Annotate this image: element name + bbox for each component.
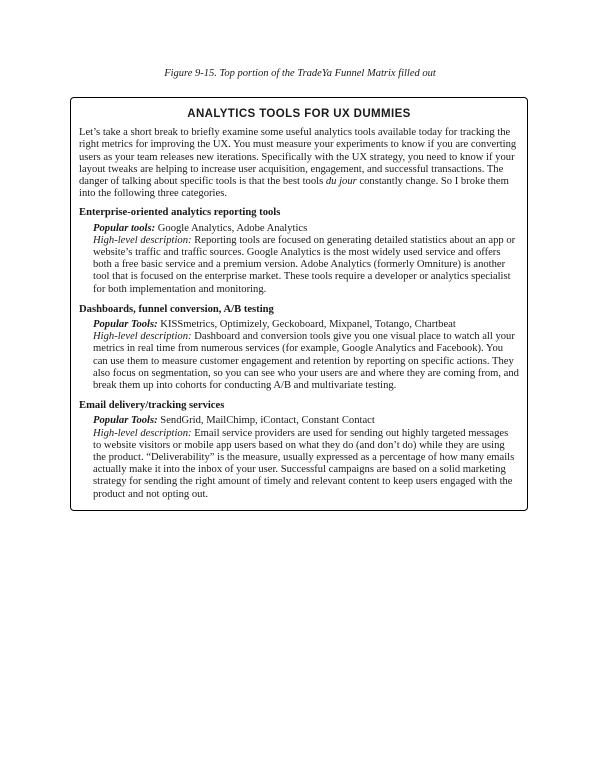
- tools-list: Google Analytics, Adobe Analytics: [155, 222, 308, 234]
- section-heading-dashboards: Dashboards, funnel conversion, A/B testing: [79, 303, 274, 315]
- section-dashboards: [79, 319, 519, 392]
- tools-list: KISSmetrics, Optimizely, Geckoboard, Mixpanel, Totango, Chartbeat: [157, 319, 456, 331]
- intro-italic-phrase: du jour: [325, 176, 357, 188]
- figure-caption: Figure 9-15. Top portion of the TradeYa Funnel Matrix filled out: [164, 68, 436, 79]
- section-email: [79, 415, 519, 500]
- description-text: Email service providers are used for sending out highly targeted messages to website visitors or mobile app users based on what they do (and don’t do) while they are using the product. “Deliverability” is the measure, usually expressed as a percentage of how many emails actually make it into the inbox of your user. Successful campaigns are based on a solid marketing strategy for sending the right amount of timely and relevant content to keep users engaged with the product and not opting out.: [93, 427, 515, 500]
- section-heading-email: Email delivery/tracking services: [79, 400, 225, 412]
- tools-label: Popular Tools:: [93, 415, 158, 427]
- tools-line: [93, 223, 519, 235]
- description-label: High-level description:: [93, 331, 192, 343]
- tools-line: [93, 415, 519, 427]
- description-text: Reporting tools are focused on generating detailed statistics about an app or website’s traffic and traffic sources. Google Analytics is the most widely used service and offers both a free basic service and a premium version. Adobe Analytics (formerly Omniture) is another tool that is focused on the enterprise market. These tools require a developer or analytics specialist for both implementation and monitoring.: [93, 234, 516, 295]
- intro-paragraph: [79, 127, 519, 200]
- description-paragraph: [93, 235, 519, 296]
- description-paragraph: [93, 428, 519, 501]
- tools-list: SendGrid, MailChimp, iContact, Constant Contact: [157, 415, 375, 427]
- description-label: High-level description:: [93, 427, 192, 439]
- description-label: High-level description:: [93, 234, 192, 246]
- section-heading-enterprise: Enterprise-oriented analytics reporting tools: [79, 207, 281, 219]
- section-enterprise: [79, 223, 519, 296]
- intro-text: Let’s take a short break to briefly examine some useful analytics tools available today for tracking the right metrics for improving the UX. You must measure your experiments to know if you are converting users as your team releases new iterations. Specifically with the UX strategy, you need to know if your layout tweaks are helping to increase user acquisition, engagement, and successful transactions. The danger of talking about specific tools is that the best tools: [79, 127, 517, 188]
- sidebar-box: [70, 97, 528, 511]
- description-text: Dashboard and conversion tools give you one visual place to watch all your metrics in real time from numerous services (for example, Google Analytics and Facebook). You can use them to measure customer engagement and retention by reporting on specific actions. They also focus on segmentation, so you can see who your users are and where they are coming from, and break them up into cohorts for conducting A/B and multivariate testing.: [93, 331, 519, 392]
- tools-label: Popular Tools:: [93, 319, 158, 331]
- tools-label: Popular tools:: [93, 222, 156, 234]
- tools-line: [93, 319, 519, 331]
- description-paragraph: [93, 331, 519, 392]
- sidebar-title: ANALYTICS TOOLS FOR UX DUMMIES: [187, 108, 411, 120]
- intro-text-end: constantly change. So I broke them into the following three categories.: [79, 176, 509, 200]
